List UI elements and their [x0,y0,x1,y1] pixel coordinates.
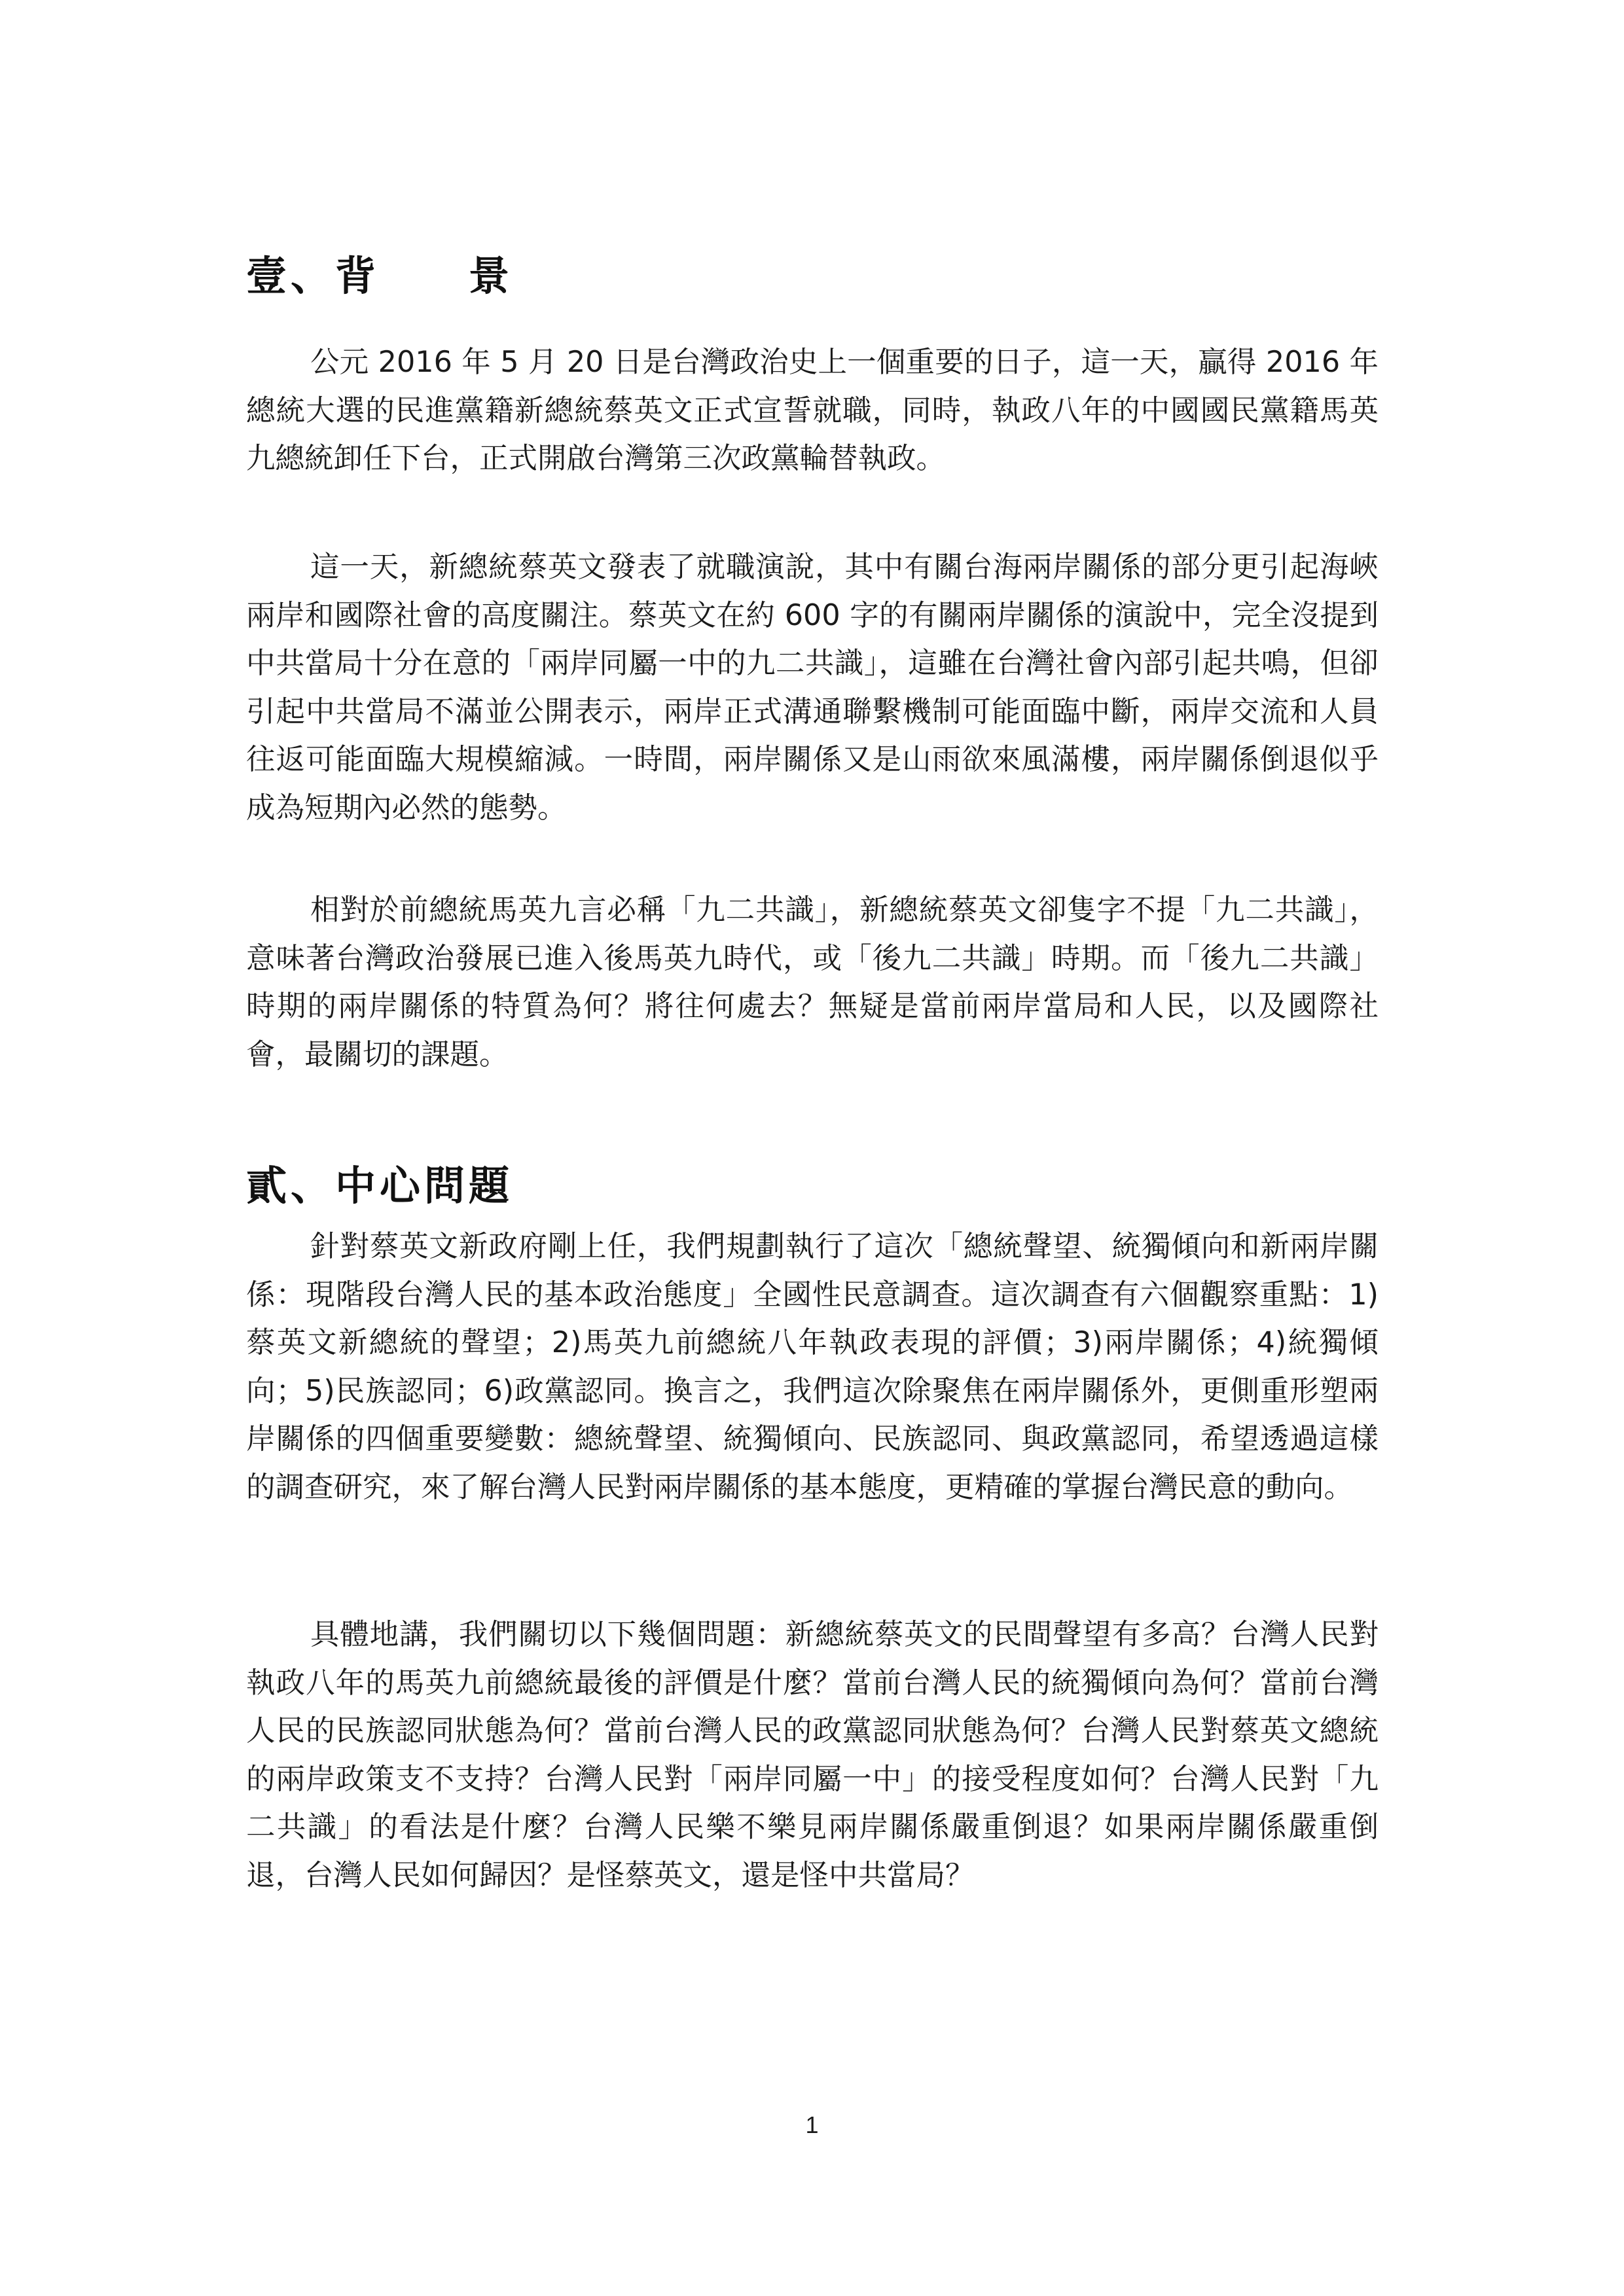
paragraph-research-questions: 具體地講，我們關切以下幾個問題：新總統蔡英文的民間聲望有多高？台灣人民對執政八年的馬英九前總統最後的評價是什麼？當前台灣人民的統獨傾向為何？當前台灣人民的民族認同狀態為何？當前台灣人民的政黨認同狀態為何？台灣人民對蔡英文總統的兩岸政策支不支持？台灣人民對「兩岸同屬一中」的接受程度如何？台灣人民對「九二共識」的看法是什麼？台灣人民樂不樂見兩岸關係嚴重倒退？如果兩岸關係嚴重倒退，台灣人民如何歸因？是怪蔡英文，還是怪中共當局？ [246,1618,1379,1892]
paragraph-inaugural-speech: 這一天，新總統蔡英文發表了就職演說，其中有關台海兩岸關係的部分更引起海峽兩岸和國際社會的高度關注。蔡英文在約 600 字的有關兩岸關係的演說中，完全沒提到中共當局十分在意的「兩岸同屬一中的九二共識」，這雖在台灣社會內部引起共鳴，但卻引起中共當局不滿並公開表示，兩岸正式溝通聯繫機制可能面臨中斷，兩岸交流和人員往返可能面臨大規模縮減。一時間，兩岸關係又是山雨欲來風滿樓，兩岸關係倒退似乎成為短期內必然的態勢。 [246,550,1379,825]
paragraph-survey-overview: 針對蔡英文新政府剛上任，我們規劃執行了這次「總統聲望、統獨傾向和新兩岸關係：現階段台灣人民的基本政治態度」全國性民意調查。這次調查有六個觀察重點：1)蔡英文新總統的聲望；2)馬英九前總統八年執政表現的評價；3)兩岸關係；4)統獨傾向；5)民族認同；6)政黨認同。換言之，我們這次除聚焦在兩岸關係外，更側重形塑兩岸關係的四個重要變數：總統聲望、統獨傾向、民族認同、與政黨認同，希望透過這樣的調查研究，來了解台灣人民對兩岸關係的基本態度，更精確的掌握台灣民意的動向。 [246,1230,1379,1504]
page-number: 1 [805,2111,819,2138]
section-heading-central-questions: 貳、中心問題 [246,1162,514,1210]
paragraph-post-92-consensus: 相對於前總統馬英九言必稱「九二共識」，新總統蔡英文卻隻字不提「九二共識」，意味著台灣政治發展已進入後馬英九時代，或「後九二共識」時期。而「後九二共識」時期的兩岸關係的特質為何？將往何處去？無疑是當前兩岸當局和人民，以及國際社會，最關切的課題。 [246,893,1379,1071]
paragraph-inauguration: 公元 2016 年 5 月 20 日是台灣政治史上一個重要的日子，這一天，贏得 2016 年總統大選的民進黨籍新總統蔡英文正式宣誓就職，同時，執政八年的中國國民黨籍馬英九總統卸任下台，正式開啟台灣第三次政黨輪替執政。 [246,346,1379,475]
section-heading-background: 壹、背 景 [246,252,514,300]
